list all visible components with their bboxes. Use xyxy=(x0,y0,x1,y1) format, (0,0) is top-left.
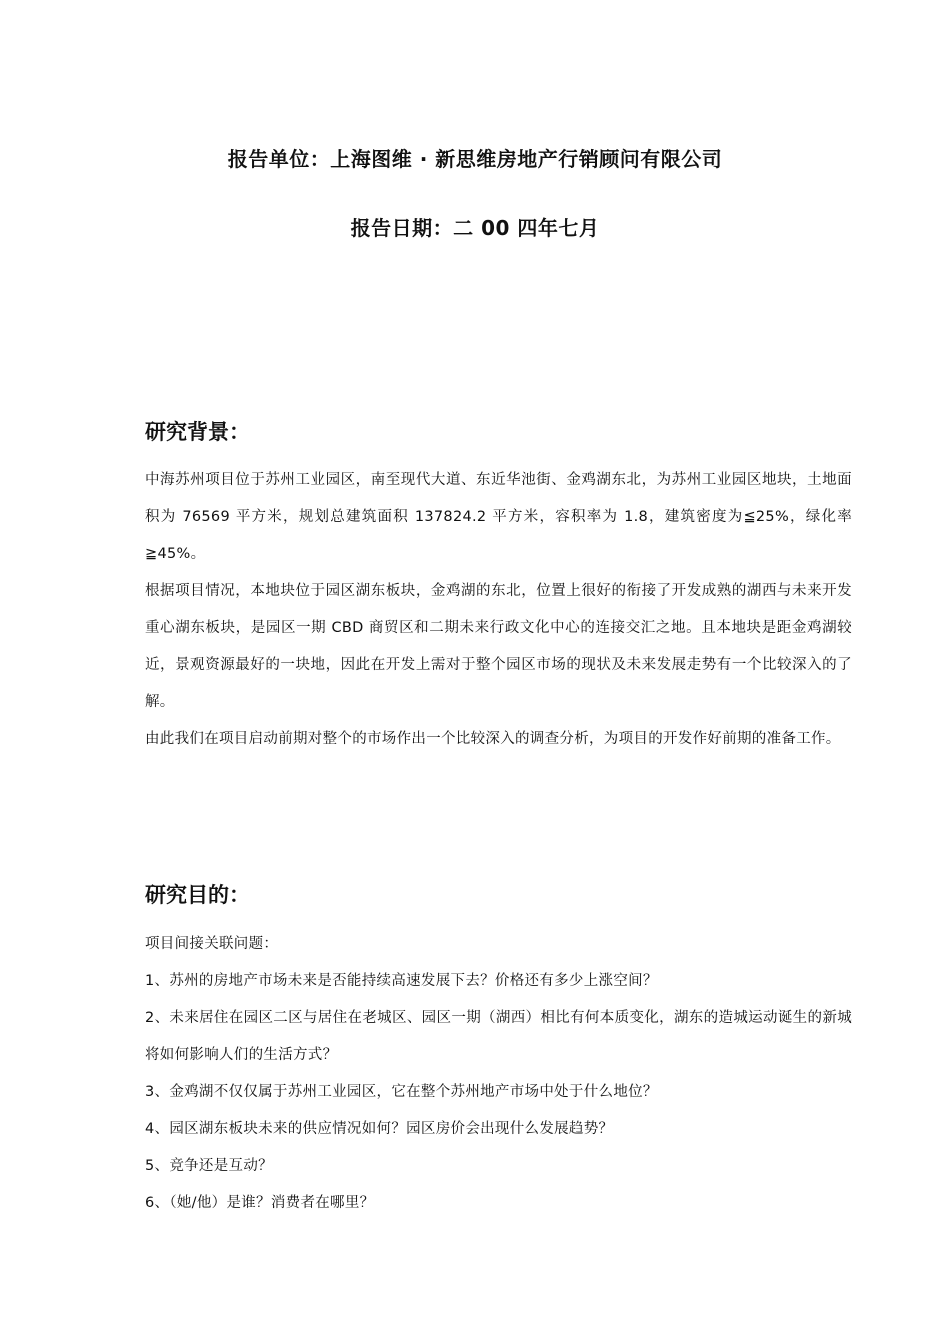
purpose-question: 1、苏州的房地产市场未来是否能持续高速发展下去？价格还有多少上涨空间？ xyxy=(145,973,658,989)
background-paragraph: 由此我们在项目启动前期对整个的市场作出一个比较深入的调查分析，为项目的开发作好前期的准备工作。 xyxy=(145,731,841,747)
background-paragraph: 根据项目情况，本地块位于园区湖东板块，金鸡湖的东北，位置上很好的衔接了开发成熟的湖西与未来开发重心湖东板块，是园区一期 CBD 商贸区和二期未来行政文化中心的连接交汇之地。且本地块是距金鸡湖较近，景观资源最好的一块地，因此在开发上需对于整个园区市场的现状及未来发展走势有一个比较深入的了解。 xyxy=(145,583,852,710)
purpose-intro: 项目间接关联问题： xyxy=(145,936,279,952)
purpose-question: 4、园区湖东板块未来的供应情况如何？园区房价会出现什么发展趋势？ xyxy=(145,1121,614,1137)
report-unit-line: 报告单位：上海图维 · 新思维房地产行销顾问有限公司 xyxy=(227,147,723,171)
report-date-line: 报告日期：二 00 四年七月 xyxy=(350,216,600,240)
purpose-question: 6、（她/他）是谁？消费者在哪里？ xyxy=(145,1195,375,1211)
purpose-section-title: 研究目的： xyxy=(145,883,250,907)
purpose-question: 3、金鸡湖不仅仅属于苏州工业园区，它在整个苏州地产市场中处于什么地位？ xyxy=(145,1084,658,1100)
background-section-title: 研究背景： xyxy=(145,420,250,444)
purpose-section-body xyxy=(145,926,852,1222)
background-section-body xyxy=(145,462,852,758)
purpose-question: 5、竞争还是互动？ xyxy=(145,1158,273,1174)
purpose-question: 2、未来居住在园区二区与居住在老城区、园区一期（湖西）相比有何本质变化，湖东的造城运动诞生的新城将如何影响人们的生活方式？ xyxy=(145,1010,852,1063)
background-paragraph: 中海苏州项目位于苏州工业园区，南至现代大道、东近华池街、金鸡湖东北，为苏州工业园区地块，土地面积为 76569 平方米，规划总建筑面积 137824.2 平方米，容积率为 1.8，建筑密度为≦25%，绿化率≧45%。 xyxy=(145,472,852,562)
